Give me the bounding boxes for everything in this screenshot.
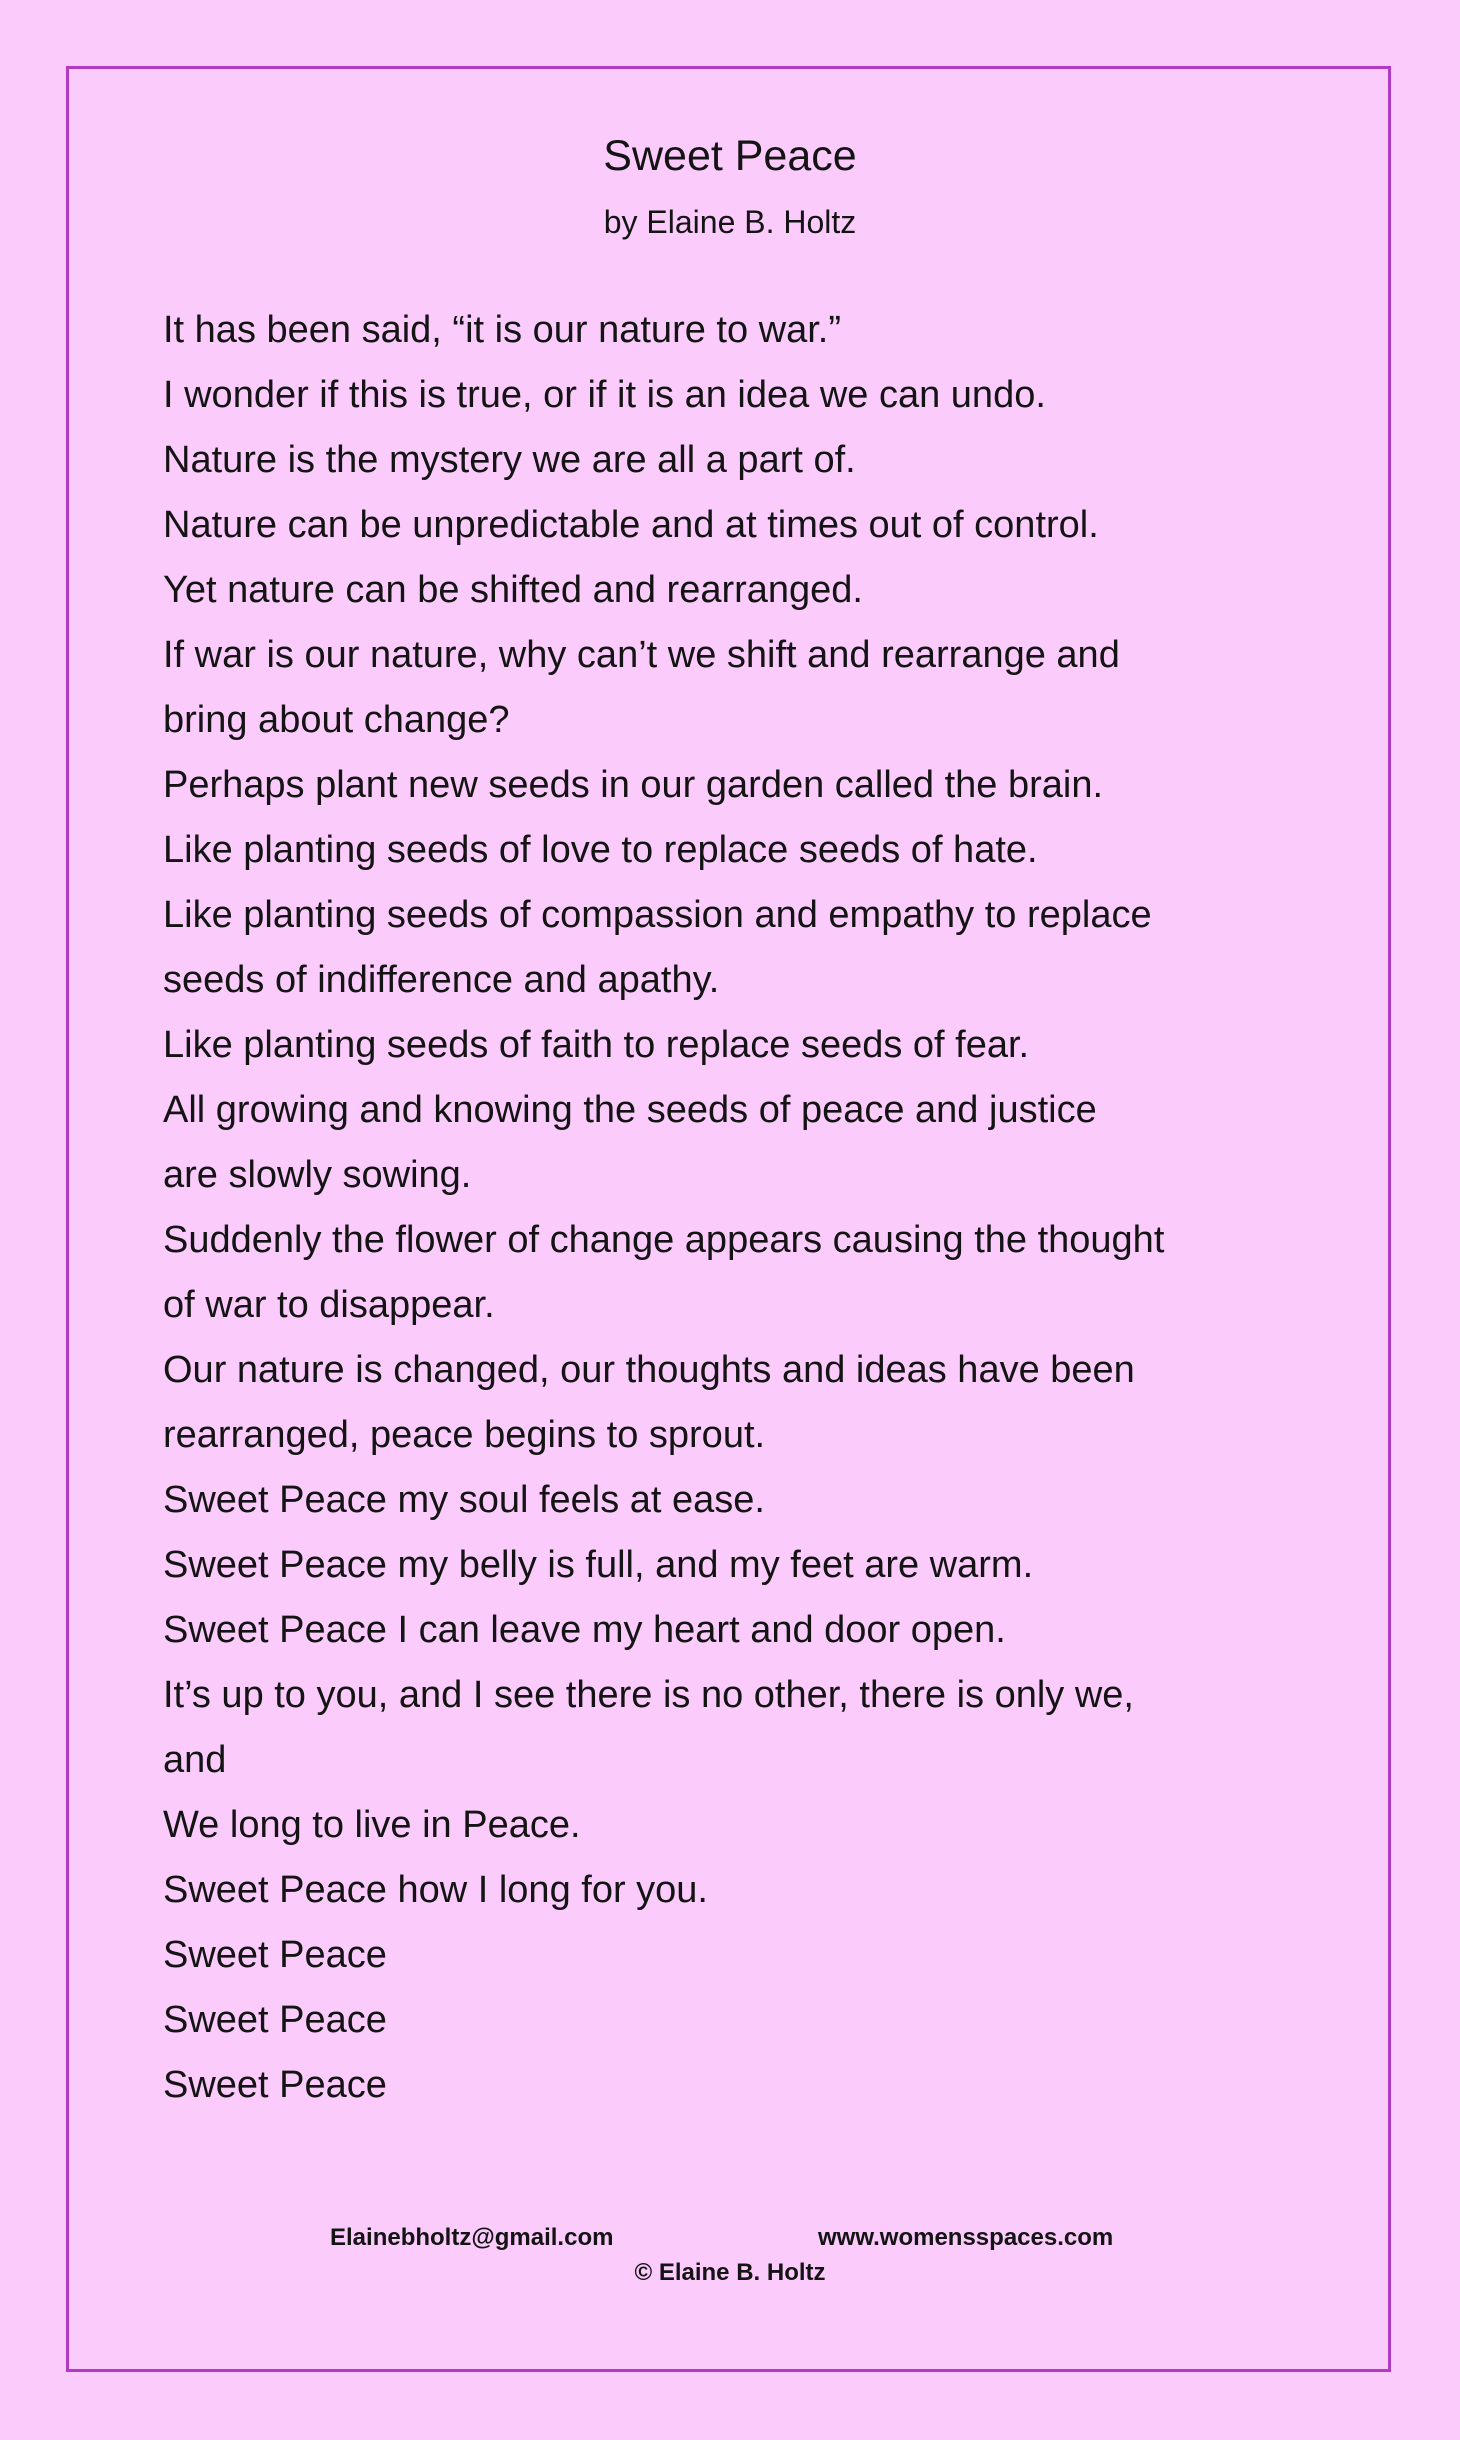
poem-line: Like planting seeds of compassion and empathy to replace — [163, 894, 1152, 936]
poem-line: Nature is the mystery we are all a part of. — [163, 439, 856, 481]
poem-line: Sweet Peace — [163, 1934, 387, 1976]
poem-line: It has been said, “it is our nature to war.” — [163, 309, 842, 351]
poem-line: Like planting seeds of faith to replace seeds of fear. — [163, 1024, 1030, 1066]
poem-line: If war is our nature, why can’t we shift and rearrange and — [163, 634, 1120, 676]
poem-line: Our nature is changed, our thoughts and ideas have been — [163, 1349, 1135, 1391]
poem-line: Sweet Peace I can leave my heart and door open. — [163, 1609, 1006, 1651]
footer-copyright: © Elaine B. Holtz — [634, 2259, 826, 2286]
poem-line: I wonder if this is true, or if it is an idea we can undo. — [163, 374, 1046, 416]
poem-line: seeds of indifference and apathy. — [163, 959, 720, 1001]
poem-title: Sweet Peace — [603, 132, 857, 180]
poem-line: Sweet Peace how I long for you. — [163, 1869, 708, 1911]
poem-line: Sweet Peace — [163, 2064, 387, 2106]
poem-line: We long to live in Peace. — [163, 1804, 581, 1846]
poem-line: rearranged, peace begins to sprout. — [163, 1414, 766, 1456]
poem-line: Sweet Peace my soul feels at ease. — [163, 1479, 765, 1521]
poem-line: bring about change? — [163, 699, 510, 741]
poem-line: All growing and knowing the seeds of peace and justice — [163, 1089, 1097, 1131]
poem-line: Perhaps plant new seeds in our garden called the brain. — [163, 764, 1104, 806]
poem-body — [163, 298, 1343, 2118]
poem-line: It’s up to you, and I see there is no other, there is only we, — [163, 1674, 1134, 1716]
footer-website: www.womensspaces.com — [818, 2224, 1114, 2251]
poem-line: Sweet Peace my belly is full, and my feet are warm. — [163, 1544, 1034, 1586]
poem-line: Yet nature can be shifted and rearranged. — [163, 569, 863, 611]
poem-byline: by Elaine B. Holtz — [603, 204, 857, 240]
poem-line: and — [163, 1739, 227, 1781]
poem-line: of war to disappear. — [163, 1284, 495, 1326]
poem-line: Suddenly the flower of change appears causing the thought — [163, 1219, 1165, 1261]
footer-email: Elainebholtz@gmail.com — [330, 2224, 614, 2251]
poem-line: Nature can be unpredictable and at times out of control. — [163, 504, 1099, 546]
poem-line: Like planting seeds of love to replace seeds of hate. — [163, 829, 1038, 871]
poem-line: are slowly sowing. — [163, 1154, 472, 1196]
poem-line: Sweet Peace — [163, 1999, 387, 2041]
